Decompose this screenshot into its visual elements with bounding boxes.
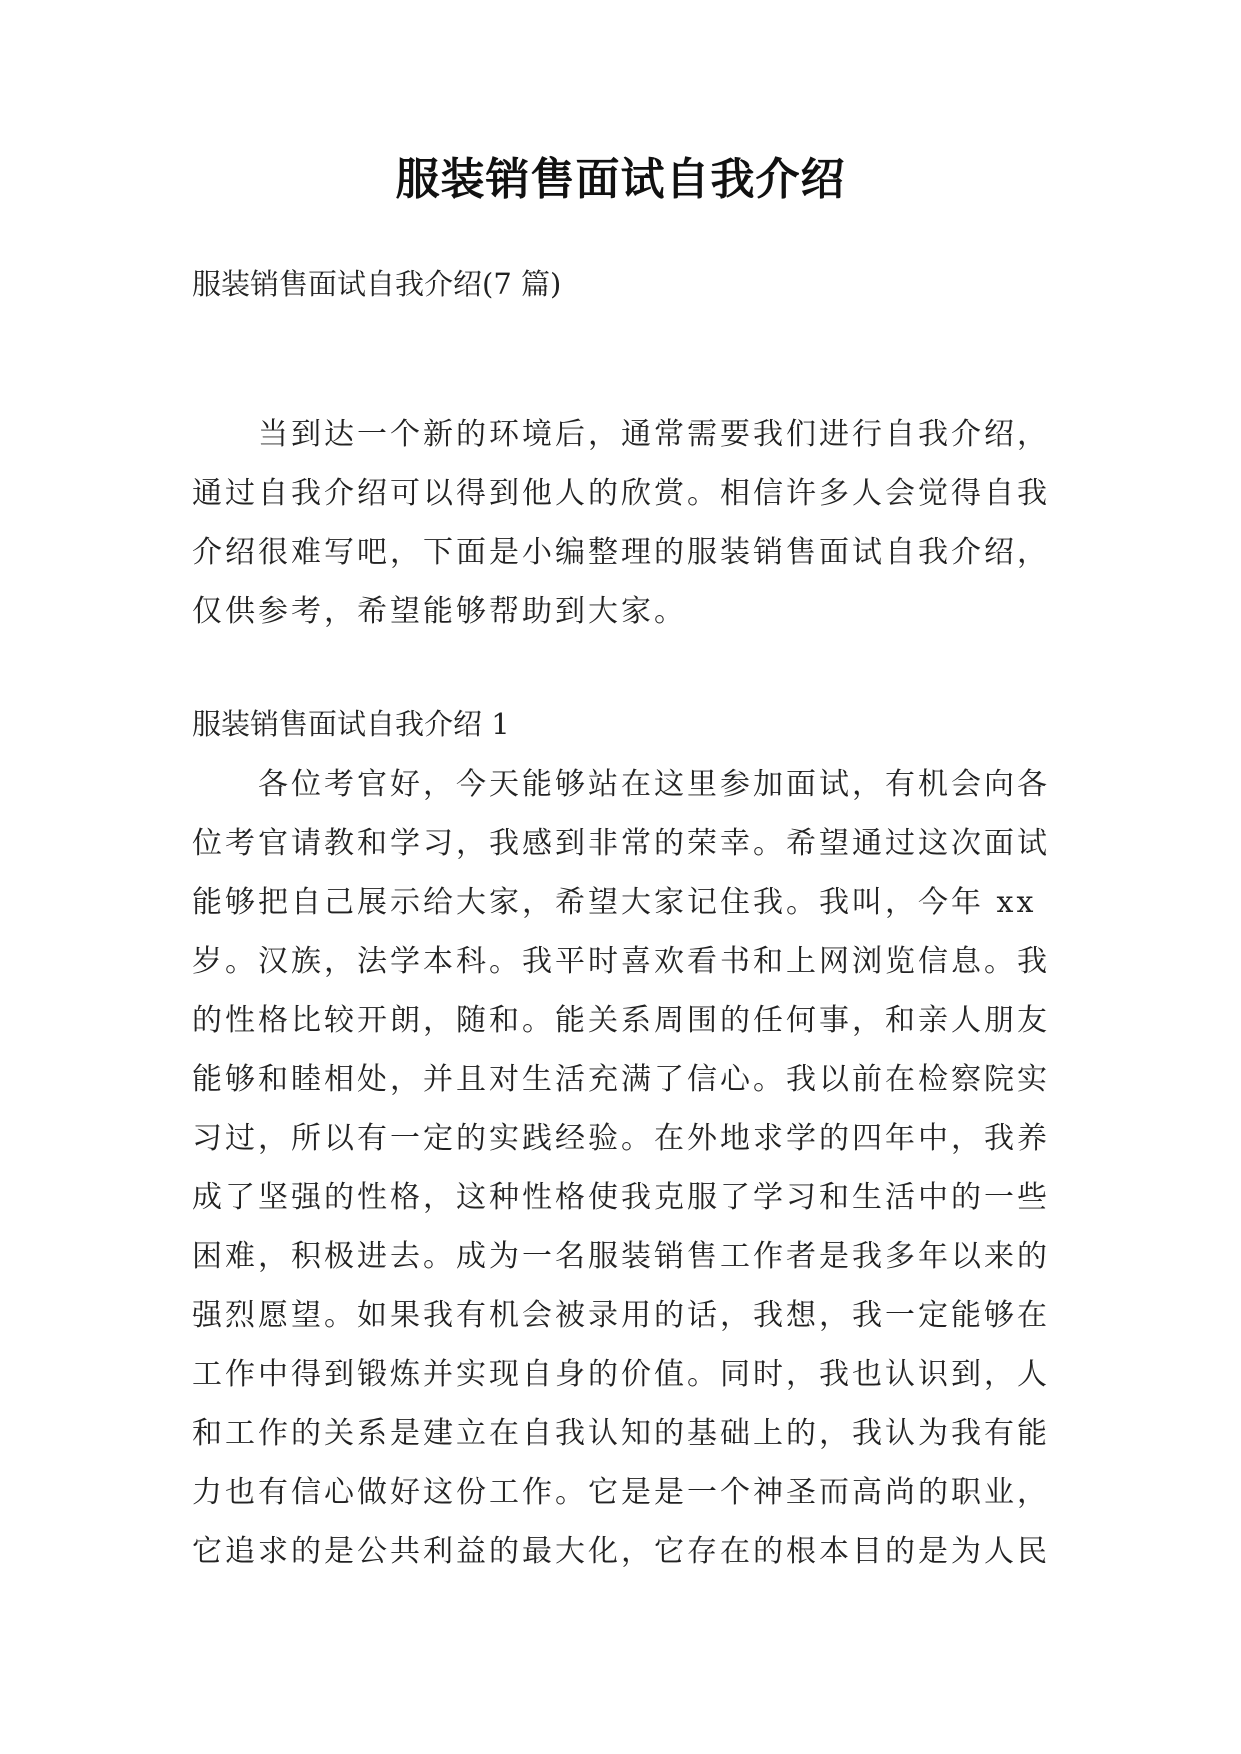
section-heading [192,702,1062,746]
body-line: 它追求的是公共利益的最大化，它存在的根本目的是为人民 [192,1534,1050,1569]
intro-paragraph [192,405,1062,641]
body-line: 和工作的关系是建立在自我认知的基础上的，我认为我有能 [192,1416,1050,1451]
body-line: 岁。汉族，法学本科。我平时喜欢看书和上网浏览信息。我 [192,944,1050,979]
intro-line: 通过自我介绍可以得到他人的欣赏。相信许多人会觉得自我 [192,476,1050,511]
body-line: 习过，所以有一定的实践经验。在外地求学的四年中，我养 [192,1121,1050,1156]
body-line: 各位考官好，今天能够站在这里参加面试，有机会向各 [192,767,1050,802]
body-line: 工作中得到锻炼并实现自身的价值。同时，我也认识到，人 [192,1357,1050,1392]
intro-line: 介绍很难写吧，下面是小编整理的服装销售面试自我介绍， [192,535,1050,570]
section-heading-text: 服装销售面试自我介绍 1 [192,707,510,741]
body-line: 强烈愿望。如果我有机会被录用的话，我想，我一定能够在 [192,1298,1050,1333]
body-line: 能够把自己展示给大家，希望大家记住我。我叫，今年 xx [192,885,1037,920]
body-line: 位考官请教和学习，我感到非常的荣幸。希望通过这次面试 [192,826,1050,861]
body-line: 能够和睦相处，并且对生活充满了信心。我以前在检察院实 [192,1062,1050,1097]
intro-line: 当到达一个新的环境后，通常需要我们进行自我介绍， [192,417,1050,452]
document-subtitle: 服装销售面试自我介绍(7 篇) [192,267,562,301]
body-line: 困难，积极进去。成为一名服装销售工作者是我多年以来的 [192,1239,1050,1274]
body-line: 力也有信心做好这份工作。它是是一个神圣而高尚的职业， [192,1475,1050,1510]
intro-line: 仅供参考，希望能够帮助到大家。 [192,594,687,629]
body-line: 的性格比较开朗，随和。能关系周围的任何事，和亲人朋友 [192,1003,1050,1038]
section-body-paragraph [192,755,1062,1581]
document-title: 服装销售面试自我介绍 [395,154,846,205]
body-line: 成了坚强的性格，这种性格使我克服了学习和生活中的一些 [192,1180,1050,1215]
